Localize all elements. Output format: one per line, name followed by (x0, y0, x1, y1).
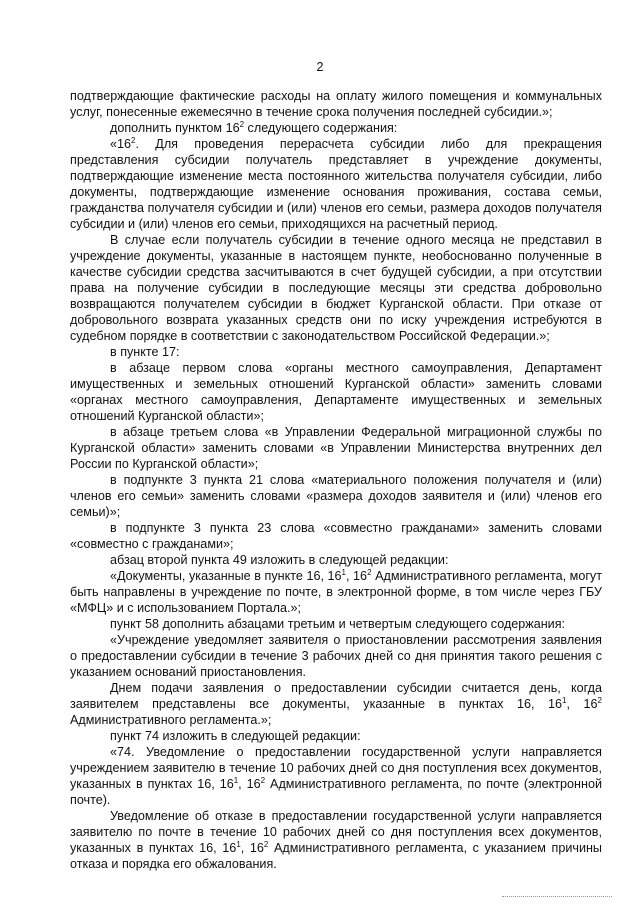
paragraph-1: подтверждающие фактические расходы на оплату жилого помещения и коммунальных услуг, понесенные ежемесячно в течение срока получения последней субсидии.»; (70, 89, 602, 119)
paragraph-4: В случае если получатель субсидии в течение одного месяца не представил в учреждение документы, указанные в настоящем пункте, необоснованно полученные в качестве субсидии средства засчитываются в счет будущей субсидии, а при отсутствии права на получение субсидии в последующие месяцы эти средства добровольно возвращаются получателем субсидии в бюджет Курганской области. При отказе от добровольного возврата указанных средств они по иску учреждения истребуются в судебном порядке в соответствии с законодательством Российской Федерации.»; (70, 233, 602, 343)
paragraph-8: в подпункте 3 пункта 21 слова «материального положения получателя и (или) членов его семьи» заменить словами «размера доходов заявителя и (или) членов его семьи)»; (70, 473, 602, 519)
document-body (70, 88, 602, 872)
paragraph-9: в подпункте 3 пункта 23 слова «совместно гражданами» заменить словами «совместно с гражданами»; (70, 521, 602, 551)
paragraph-10: абзац второй пункта 49 изложить в следующей редакции: (110, 553, 449, 567)
paragraph-16: «74. Уведомление о предоставлении государственной услуги направляется учреждением заявителю в течение 10 рабочих дней со дня поступления всех документов, указанных в пунктах 16, $16^1$, $16^2$ Административного регламента, по почте (электронной почте). (70, 745, 602, 807)
paragraph-17: Уведомление об отказе в предоставлении государственной услуги направляется заявителю по почте в течение 10 рабочих дней со дня поступления всех документов, указанных в пунктах 16, $16^1$, $16^2$ Административного регламента, с указанием причины отказа и порядка его обжалования. (70, 809, 602, 871)
paragraph-14: Днем подачи заявления о предоставлении субсидии считается день, когда заявителем представлены все документы, указанные в пунктах 16, $16^1$, $16^2$ Административного регламента.»; (70, 681, 602, 727)
paragraph-13: «Учреждение уведомляет заявителя о приостановлении рассмотрения заявления о предоставлении субсидии в течение 3 рабочих дней со дня принятия такого решения с указанием оснований приостановления. (70, 633, 602, 679)
paragraph-11: «Документы, указанные в пункте 16, $16^1$, $16^2$ Административного регламента, могут быть направлены в учреждение по почте, в электронной форме, в том числе через ГБУ «МФЦ» и с использованием Портала.»; (70, 568, 602, 615)
paragraph-5: в пункте 17: (110, 345, 180, 359)
paragraph-15: пункт 74 изложить в следующей редакции: (110, 729, 361, 743)
paragraph-3: «$16^2$. Для проведения перерасчета субсидии либо для прекращения представления субсидии получатель представляет в учреждение документы, подтверждающие изменение места постоянного жительства получателя субсидии, либо документы, подтверждающие изменение основания проживания, состава семьи, гражданства получателя субсидии и (или) членов его семьи, размера доходов получателя субсидии и (или) членов его семьи, приходящихся на расчетный период. (70, 136, 602, 231)
paragraph-7: в абзаце третьем слова «в Управлении Федеральной миграционной службы по Курганской области» заменить словами «в Управлении Министерства внутренних дел России по Курганской области»; (70, 425, 602, 471)
paragraph-2: дополнить пунктом $16^2$ следующего содержания: (110, 120, 398, 135)
paragraph-12: пункт 58 дополнить абзацами третьим и четвертым следующего содержания: (110, 617, 566, 631)
page-number: 2 (316, 60, 324, 74)
scan-edge-mark (502, 896, 612, 899)
paragraph-6: в абзаце первом слова «органы местного самоуправления, Департамент имущественных и земельных отношений Курганской области» заменить словами «органах местного самоуправления, Департаменте имущественных и земельных отношений Курганской области»; (70, 361, 602, 423)
